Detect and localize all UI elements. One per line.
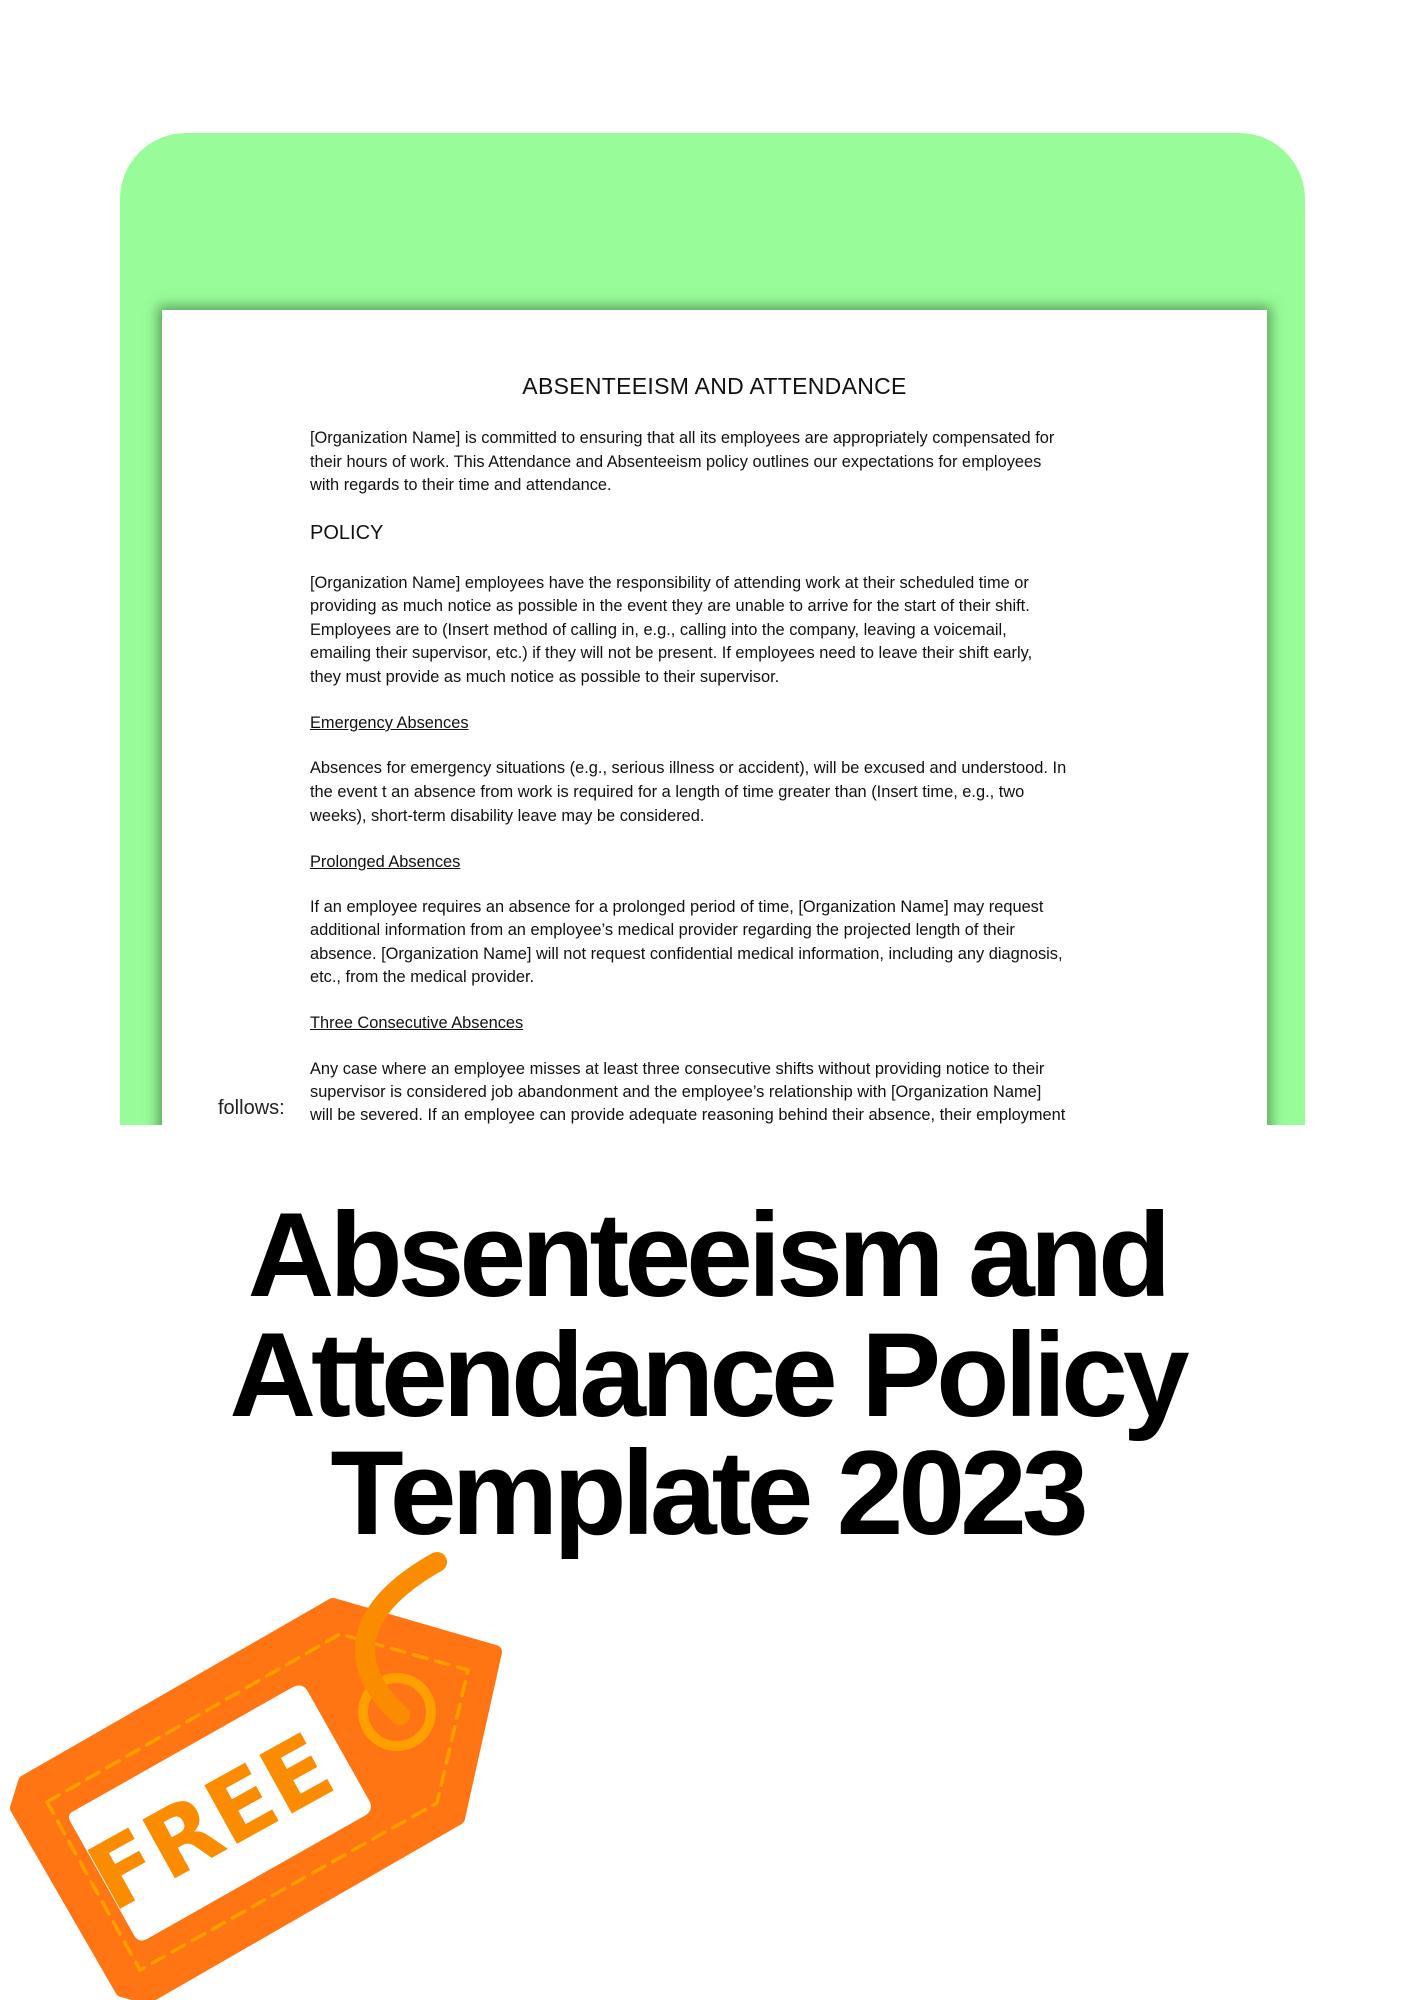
policy-line: emailing their supervisor, etc.) if they will not be present. If employees need to leave their shift early, (310, 644, 1033, 662)
prolonged-line: etc., from the medical provider. (310, 968, 535, 986)
three-absences-heading: Three Consecutive Absences (310, 1014, 524, 1032)
headline-line-1: Absenteeism and (247, 1188, 1167, 1322)
tag-label: FREE (71, 1712, 351, 1933)
prolonged-line: If an employee requires an absence for a prolonged period of time, [Organization Name] may request (310, 898, 1044, 916)
emergency-heading: Emergency Absences (310, 714, 469, 732)
free-tag-icon (0, 1550, 520, 2000)
three-absences-line: supervisor is considered job abandonment and the employee’s relationship with [Organization Name] (310, 1083, 1042, 1101)
intro-line: [Organization Name] is committed to ensuring that all its employees are appropriately compensated for (310, 429, 1055, 447)
emergency-line: the event t an absence from work is required for a length of time greater than (Insert time, e.g., two (310, 783, 1025, 801)
prolonged-line: absence. [Organization Name] will not request confidential medical information, including any diagnosis, (310, 945, 1063, 963)
emergency-line: Absences for emergency situations (e.g., serious illness or accident), will be excused and understood. In (310, 759, 1067, 777)
headline-line-3: Template 2023 (330, 1426, 1084, 1560)
emergency-line: weeks), short-term disability leave may be considered. (310, 807, 705, 825)
intro-line: their hours of work. This Attendance and Absenteeism policy outlines our expectations for employees (310, 453, 1042, 471)
intro-line: with regards to their time and attendance. (310, 476, 612, 494)
prolonged-heading: Prolonged Absences (310, 853, 461, 871)
policy-heading: POLICY (310, 522, 384, 544)
policy-line: they must provide as much notice as possible to their supervisor. (310, 668, 780, 686)
headline-line-2: Attendance Policy (229, 1308, 1185, 1442)
three-absences-line: will be severed. If an employee can provide adequate reasoning behind their absence, their employment (310, 1106, 1066, 1124)
follows-text: follows: (218, 1097, 285, 1119)
prolonged-line: additional information from an employee’s medical provider regarding the projected length of their (310, 921, 1015, 939)
preview-panel (120, 133, 1305, 1125)
three-absences-line: Any case where an employee misses at least three consecutive shifts without providing notice to their (310, 1060, 1045, 1078)
policy-line: Employees are to (Insert method of calling in, e.g., calling into the company, leaving a voicemail, (310, 621, 1007, 639)
document-title: ABSENTEEISM AND ATTENDANCE (522, 373, 907, 399)
document-preview (162, 310, 1267, 1125)
policy-line: [Organization Name] employees have the responsibility of attending work at their scheduled time or (310, 574, 1029, 592)
policy-line: providing as much notice as possible in the event they are unable to arrive for the start of their shift. (310, 597, 1030, 615)
